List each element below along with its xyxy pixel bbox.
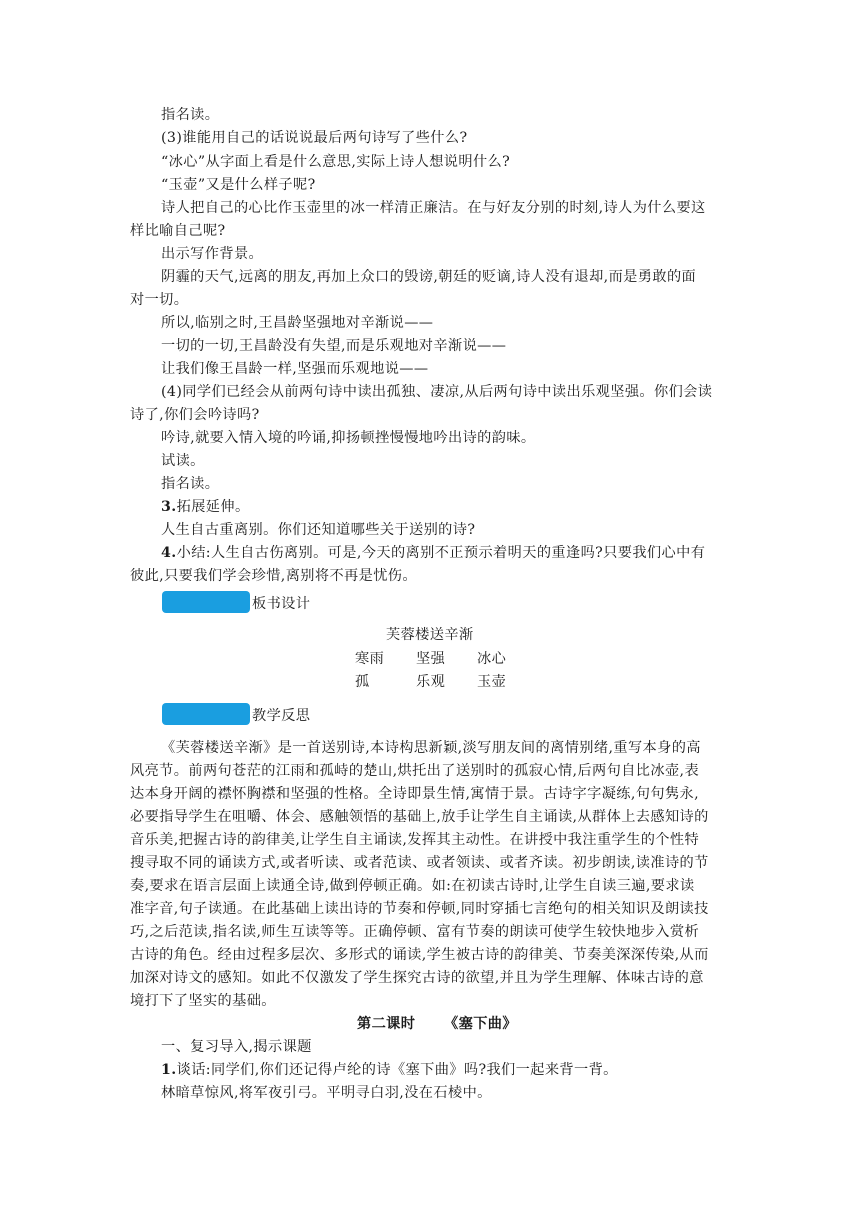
item-text: 拓展延伸。 [176, 499, 250, 515]
board-cell: 坚强 [416, 651, 446, 667]
item-number: 1. [161, 1062, 177, 1078]
text-line: 让我们像王昌龄一样,坚强而乐观地说—— [161, 361, 429, 377]
text-line: (4)同学们已经会从前两句诗中读出孤独、凄凉,从后两句诗中读出乐观坚强。你们会读 [161, 384, 713, 400]
board-cell: 孤 [355, 674, 370, 690]
text-line: 指名读。 [161, 476, 220, 492]
text-line: 风亮节。前两句苍茫的江雨和孤峙的楚山,烘托出了送别时的孤寂心情,后两句自比冰壶,表 [130, 763, 700, 779]
text-line: “玉壶”又是什么样子呢? [161, 177, 316, 193]
text-line: 对一切。 [130, 292, 189, 308]
lesson-title-poem: 《塞下曲》 [444, 1016, 517, 1032]
text-line: “冰心”从字面上看是什么意思,实际上诗人想说明什么? [161, 154, 511, 170]
lesson-title [357, 1013, 517, 1035]
text-line: 一切的一切,王昌龄没有失望,而是乐观地对辛渐说—— [161, 338, 507, 354]
item-number: 3. [161, 499, 177, 515]
text-line: 搜寻取不同的诵读方式,或者听读、或者范读、或者领读、或者齐读。初步朗读,读准诗的节 [130, 855, 709, 871]
board-cell: 寒雨 [355, 651, 385, 667]
text-line [161, 496, 250, 518]
text-line: 一、复习导入,揭示课题 [161, 1039, 312, 1055]
text-line: 达本身开阔的襟怀胸襟和坚强的性格。全诗即景生情,寓情于景。古诗字字凝练,句句隽永, [130, 786, 700, 802]
section-badge [162, 591, 250, 613]
text-line: 人生自古重离别。你们还知道哪些关于送别的诗? [161, 522, 476, 538]
text-line: 古诗的角色。经由过程多层次、多形式的诵读,学生被古诗的韵律美、节奏美深深传染,从而 [130, 947, 709, 963]
text-line: 《芙蓉楼送辛渐》是一首送别诗,本诗构思新颖,淡写朋友间的离情别绪,重写本身的高 [161, 740, 701, 756]
board-cell: 乐观 [416, 674, 446, 690]
text-line: 必要指导学生在咀嚼、体会、感触领悟的基础上,放手让学生自主诵读,从群体上去感知诗的 [130, 809, 709, 825]
text-line: (3)谁能用自己的话说说最后两句诗写了些什么? [161, 130, 468, 146]
text-line: 彼此,只要我们学会珍惜,离别将不再是忧伤。 [130, 568, 417, 584]
text-line: 出示写作背景。 [161, 246, 264, 262]
text-line: 样比喻自己呢? [130, 223, 226, 239]
text-line: 林暗草惊风,将军夜引弓。平明寻白羽,没在石棱中。 [161, 1085, 492, 1101]
text-line: 加深对诗文的感知。如此不仅激发了学生探究古诗的欲望,并且为学生理解、体味古诗的意 [130, 970, 704, 986]
text-line: 奏,要求在语言层面上读通全诗,做到停顿正确。如:在初读古诗时,让学生自读三遍,要求读 [130, 878, 695, 894]
board-cell: 冰心 [477, 651, 507, 667]
item-number: 4. [161, 545, 177, 561]
lesson-title-period: 第二课时 [357, 1016, 416, 1032]
text-line [161, 1059, 618, 1081]
section-header-reflection [162, 701, 310, 727]
section-label: 板书设计 [252, 596, 311, 612]
text-line: 音乐美,把握古诗的韵律美,让学生自主诵读,发挥其主动性。在讲授中我注重学生的个性特 [130, 832, 700, 848]
section-header-board [162, 589, 310, 615]
text-line: 所以,临别之时,王昌龄坚强地对辛渐说—— [161, 315, 434, 331]
text-line: 吟诗,就要入情入境的吟诵,抑扬顿挫慢慢地吟出诗的韵味。 [161, 430, 536, 446]
text-line: 诗人把自己的心比作玉壶里的冰一样清正廉洁。在与好友分别的时刻,诗人为什么要这 [161, 200, 706, 216]
item-text: 谈话:同学们,你们还记得卢纶的诗《塞下曲》吗?我们一起来背一背。 [176, 1062, 618, 1078]
text-line: 诗了,你们会吟诗吗? [130, 407, 260, 423]
section-label: 教学反思 [252, 708, 311, 724]
section-badge [162, 703, 250, 725]
board-cell: 玉壶 [477, 674, 507, 690]
text-line [161, 542, 705, 564]
text-line: 准字音,句子读通。在此基础上读出诗的节奏和停顿,同时穿插七言绝句的相关知识及朗读技 [130, 901, 709, 917]
board-title: 芙蓉楼送辛渐 [386, 627, 474, 643]
text-line: 指名读。 [161, 107, 220, 123]
item-text: 小结:人生自古伤离别。可是,今天的离别不正预示着明天的重逢吗?只要我们心中有 [176, 545, 706, 561]
text-line: 巧,之后范读,指名读,师生互读等等。正确停顿、富有节奏的朗读可使学生较快地步入赏析 [130, 924, 700, 940]
text-line: 境打下了坚实的基础。 [130, 993, 276, 1009]
text-line: 阴霾的天气,远离的朋友,再加上众口的毁谤,朝廷的贬谪,诗人没有退却,而是勇敢的面 [161, 269, 697, 285]
text-line: 试读。 [161, 453, 205, 469]
